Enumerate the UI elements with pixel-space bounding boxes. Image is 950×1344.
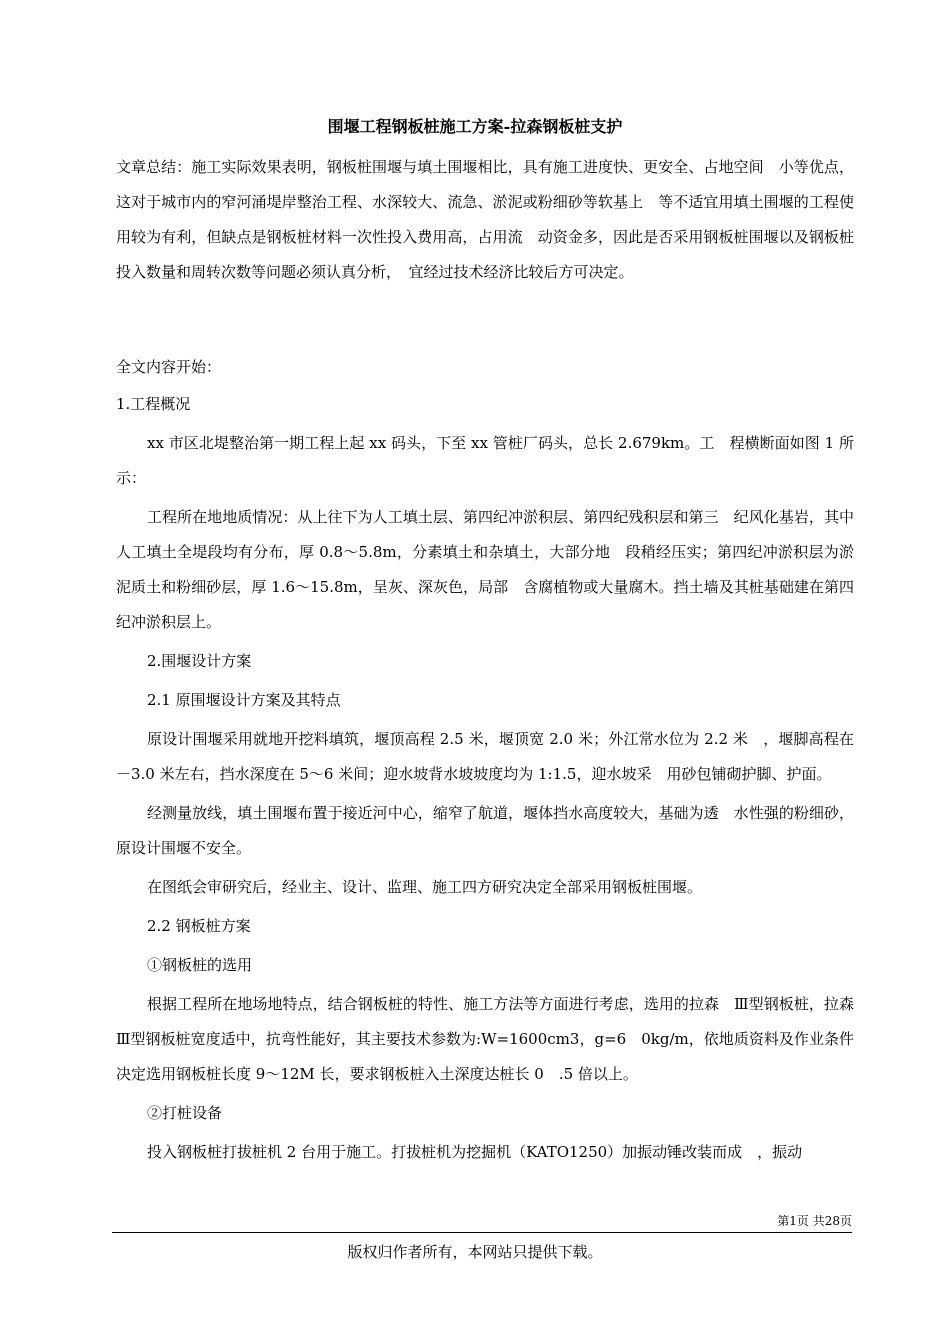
sub-heading: ①钢板桩的选用: [147, 956, 253, 974]
section-heading: 2.围堰设计方案: [147, 652, 252, 670]
start-label-text: 全文内容开始：: [116, 358, 222, 376]
page-indicator: 第1页 共28页: [777, 1214, 852, 1228]
paragraph: xx 市区北堤整治第一期工程上起 xx 码头，下至 xx 管桩厂码头，总长 2.679km。工 程横断面如图 1 所示：: [116, 434, 854, 487]
paragraph: 工程所在地地质情况：从上往下为人工填土层、第四纪冲淤积层、第四纪残积层和第三 纪风化基岩，其中人工填土全堤段均有分布，厚 0.8～5.8m，分素填土和杂填土，大部分地 段稍经压实；第四纪冲淤积层为淤泥质土和粉细砂层，厚 1.6～15.8m，呈灰、深灰色，局部 含腐植物或大量腐木。挡土墙及其桩基础建在第四纪冲淤积层上。: [116, 508, 854, 631]
body-sections: [116, 387, 854, 1170]
section-heading: 2.1 原围堰设计方案及其特点: [147, 691, 341, 709]
summary-paragraph: [116, 150, 854, 290]
sub-heading: ②打桩设备: [147, 1104, 223, 1122]
paragraph: 原设计围堰采用就地开挖料填筑，堰顶高程 2.5 米，堰顶宽 2.0 米；外江常水位为 2.2 米 ，堰脚高程在－3.0 米左右，挡水深度在 5～6 米间；迎水坡背水坡坡度均为 1:1.5，迎水坡采 用砂包铺砌护脚、护面。: [116, 730, 854, 783]
content-start-label: [116, 350, 854, 385]
summary-text: 文章总结：施工实际效果表明，钢板桩围堰与填土围堰相比，具有施工进度快、更安全、占地空间 小等优点，这对于城市内的窄河涌堤岸整治工程、水深较大、流急、淤泥或粉细砂等软基上 等不适宜用填土围堰的工程使用较为有利，但缺点是钢板桩材料一次性投入费用高，占用流 动资金多，因此是否采用钢板桩围堰以及钢板桩投入数量和周转次数等问题必须认真分析， 宜经过技术经济比较后方可决定。: [116, 158, 854, 281]
page-title: 围堰工程钢板桩施工方案-拉森钢板桩支护: [327, 117, 623, 136]
footer-divider: [112, 1232, 852, 1233]
paragraph: 在图纸会审研究后，经业主、设计、监理、施工四方研究决定全部采用钢板桩围堰。: [147, 878, 703, 896]
section-heading: 2.2 钢板桩方案: [147, 917, 251, 935]
paragraph: 根据工程所在地场地特点，结合钢板桩的特性、施工方法等方面进行考虑，选用的拉森 Ⅲ型钢板桩，拉森Ⅲ型钢板桩宽度适中，抗弯性能好，其主要技术参数为:W=1600cm3，g=6 0kg/m，依地质资料及作业条件决定选用钢板桩长度 9～12M 长，要求钢板桩入土深度达桩长 0 .5 倍以上。: [116, 995, 854, 1083]
section-heading: 1.工程概况: [116, 395, 191, 413]
paragraph: 经测量放线，填土围堰布置于接近河中心，缩窄了航道，堰体挡水高度较大，基础为透 水性强的粉细砂，原设计围堰不安全。: [116, 804, 854, 857]
paragraph: 投入钢板桩打拔桩机 2 台用于施工。打拔桩机为挖掘机（KATO1250）加振动锤改装而成 ，振动: [147, 1143, 803, 1161]
copyright-notice: 版权归作者所有，本网站只提供下载。: [347, 1243, 603, 1261]
